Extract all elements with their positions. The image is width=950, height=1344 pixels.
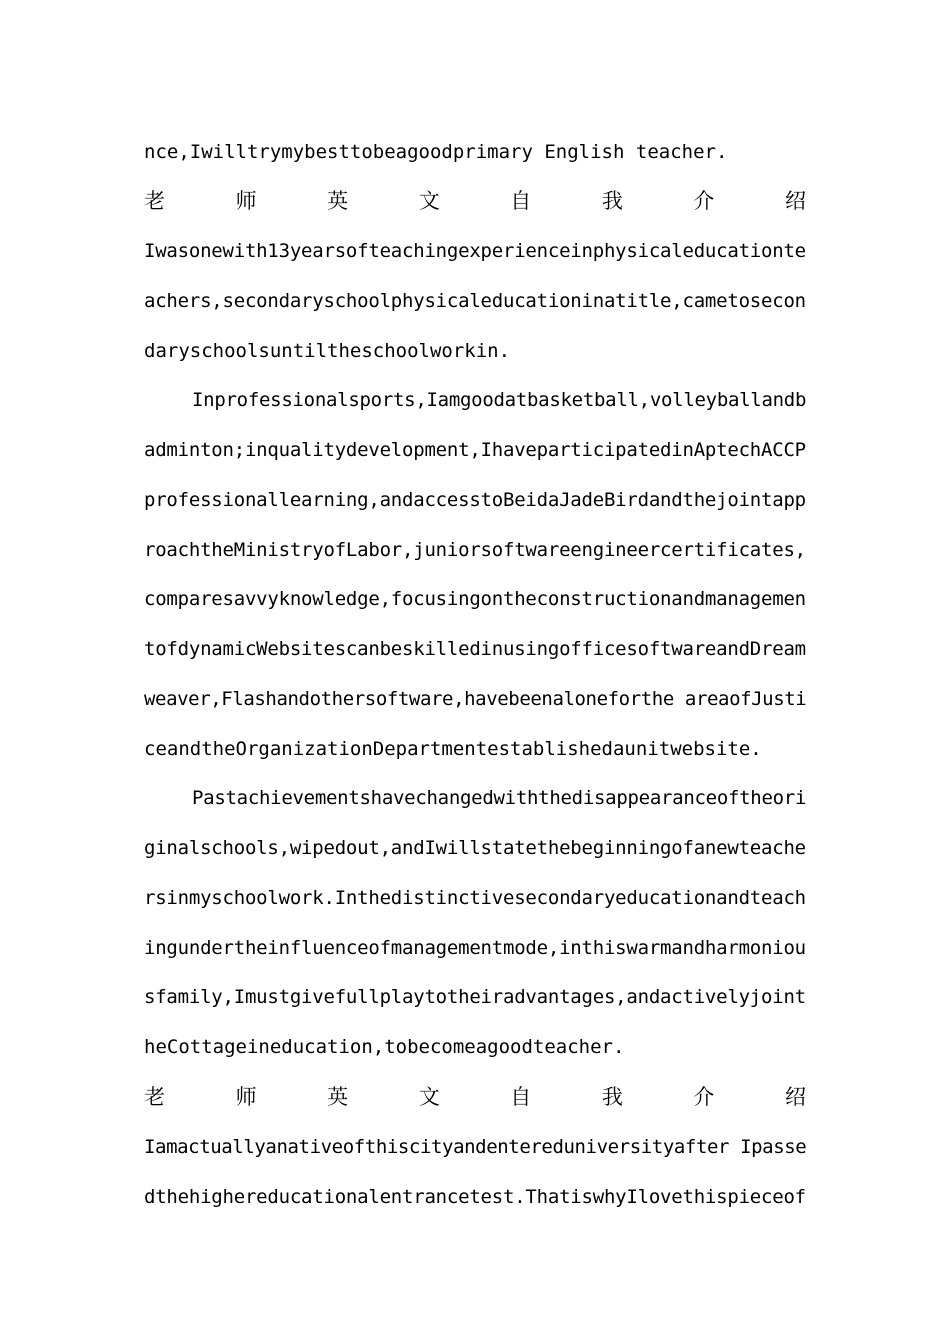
heading-char: 介 — [693, 189, 715, 213]
heading-char: 介 — [693, 1085, 715, 1109]
text-line: Inprofessionalsports,Iamgoodatbasketball,volleyballandb — [192, 389, 807, 411]
heading-char: 绍 — [784, 189, 806, 213]
text-line: nce,Iwilltrymybesttobeagoodprimary English teacher. — [144, 141, 728, 163]
section-heading — [144, 186, 806, 216]
text-line: daryschoolsuntiltheschoolworkin. — [144, 340, 511, 362]
text-line: Pastachievementshavechangedwiththedisappearanceoftheori — [192, 787, 807, 809]
heading-char: 我 — [601, 189, 623, 213]
text-line: comparesavvyknowledge,focusingontheconstructionandmanagemen — [144, 588, 806, 610]
text-line: rsinmyschoolwork.Inthedistinctivesecondaryeducationandteach — [144, 887, 806, 909]
text-line: achers,secondaryschoolphysicaleducationinatitle,cametosecon — [144, 290, 806, 312]
text-line: Iamactuallyanativeofthiscityandentereduniversityafter Ipasse — [144, 1136, 807, 1158]
heading-char: 师 — [235, 189, 257, 213]
text-line: heCottageineducation,tobecomeagoodteacher. — [144, 1036, 625, 1058]
heading-char: 英 — [327, 1085, 349, 1109]
text-line: tofdynamicWebsitescanbeskilledinusingofficesoftwareandDream — [144, 638, 806, 660]
heading-char: 自 — [510, 189, 532, 213]
heading-char: 文 — [418, 1085, 440, 1109]
text-line: ingundertheinfluenceofmanagementmode,inthiswarmandharmoniou — [144, 937, 806, 959]
text-line: professionallearning,andaccesstoBeidaJadeBirdandthejointapp — [144, 489, 806, 511]
heading-char: 自 — [510, 1085, 532, 1109]
heading-char: 绍 — [784, 1085, 806, 1109]
heading-char: 文 — [418, 189, 440, 213]
text-line: ginalschools,wipedout,andIwillstatethebeginningofanewteache — [144, 837, 806, 859]
text-line: ceandtheOrganizationDepartmentestablishedaunitwebsite. — [144, 738, 762, 760]
text-line: roachtheMinistryofLabor,juniorsoftwareengineercertificates, — [144, 539, 806, 561]
section-heading — [144, 1082, 806, 1112]
text-line: weaver,Flashandothersoftware,havebeenaloneforthe areaofJusti — [144, 688, 807, 710]
text-line: sfamily,Imustgivefullplaytotheiradvantages,andactivelyjoint — [144, 986, 806, 1008]
heading-char: 老 — [144, 1085, 165, 1109]
heading-char: 我 — [601, 1085, 623, 1109]
heading-char: 英 — [327, 189, 349, 213]
heading-char: 师 — [235, 1085, 257, 1109]
text-line: adminton;inqualitydevelopment,IhaveparticipatedinAptechACCP — [144, 439, 806, 461]
heading-char: 老 — [144, 189, 165, 213]
text-line: dthehighereducationalentrancetest.ThatiswhyIlovethispieceof — [144, 1186, 806, 1208]
text-line: Iwasonewith13yearsofteachingexperienceinphysicaleducationte — [144, 240, 806, 262]
